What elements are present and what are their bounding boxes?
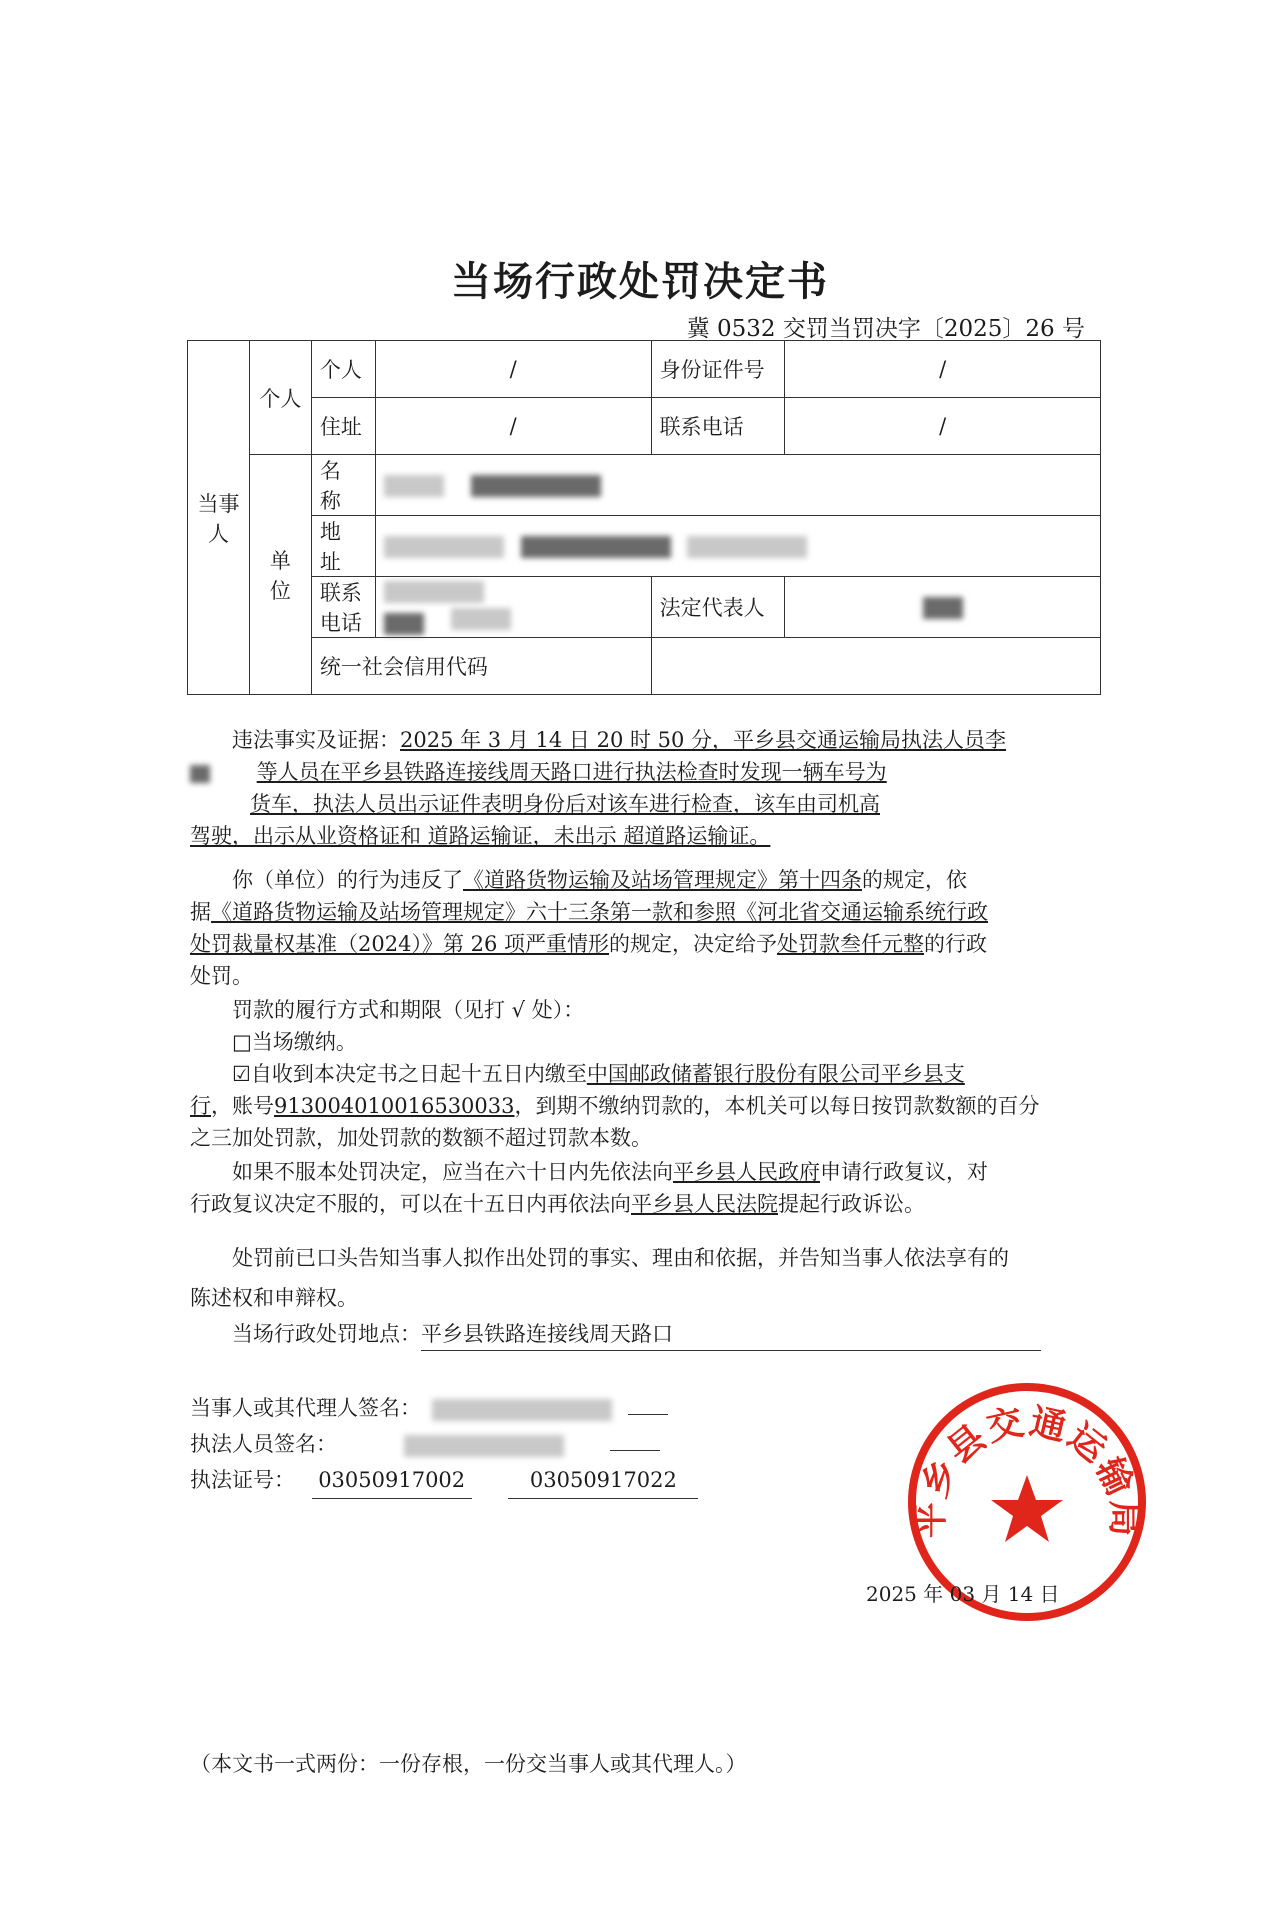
unit-phone-redacted [375, 577, 651, 638]
payment-option-bank: ☑自收到本决定书之日起十五日内缴至中国邮政储蓄银行股份有限公司平乡县支 [232, 1062, 965, 1086]
phone-label: 联系电话 [651, 398, 785, 455]
footer-note: （本文书一式两份：一份存根，一份交当事人或其代理人。） [190, 1752, 747, 1776]
individual-name-value: / [375, 341, 651, 398]
facts-line-1: 违法事实及证据：2025 年 3 月 14 日 20 时 50 分，平乡县交通运输局执法人员李 [232, 728, 1007, 752]
party-label: 当事人 [188, 341, 250, 695]
credit-code-label: 统一社会信用代码 [311, 638, 651, 695]
individual-name-label: 个人 [311, 341, 375, 398]
decision-line-1: 你（单位）的行为违反了《道路货物运输及站场管理规定》第十四条的规定，依 [232, 868, 967, 892]
location-value: 平乡县铁路连接线周天路口 [421, 1318, 1041, 1351]
decision-line-4: 处罚。 [190, 964, 253, 988]
document-title: 当场行政处罚决定书 [451, 259, 829, 305]
cert-number-2: 03050917022 [508, 1462, 698, 1499]
id-number-label: 身份证件号 [651, 341, 785, 398]
decision-paragraph [190, 864, 1070, 992]
notice-line-2: 陈述权和申辩权。 [190, 1286, 358, 1310]
star-icon [991, 1475, 1063, 1542]
appeal-section [190, 1156, 1070, 1220]
unit-address-label: 地 址 [311, 516, 375, 577]
notice-section [190, 1238, 1070, 1318]
unit-name-label: 名 称 [311, 455, 375, 516]
address-value: / [375, 398, 651, 455]
unit-address-redacted [375, 516, 1100, 577]
cert-number-row: 执法证号： 03050917002 03050917022 [190, 1462, 1070, 1499]
facts-paragraph [190, 724, 1070, 852]
legal-rep-redacted [785, 577, 1101, 638]
facts-line-3: 货车，执法人员出示证件表明身份后对该车进行检查，该车由司机高 [250, 792, 880, 816]
payment-section [190, 994, 1070, 1154]
location-label: 当场行政处罚地点： [232, 1322, 421, 1346]
bank-account-number: 913004010016530033 [274, 1094, 515, 1118]
issue-date: 2025 年 03 月 14 日 [866, 1582, 1060, 1606]
appeal-line-1: 如果不服本处罚决定，应当在六十日内先依法向平乡县人民政府申请行政复议，对 [232, 1160, 988, 1184]
decision-line-2: 据《道路货物运输及站场管理规定》六十三条第一款和参照《河北省交通运输系统行政 [190, 900, 988, 924]
facts-line-2: 等人员在平乡县铁路连接线周天路口进行执法检查时发现一辆车号为 [190, 756, 1070, 788]
officer-signature-row: 执法人员签名： [190, 1426, 1070, 1462]
credit-code-redacted [651, 638, 1100, 695]
payment-penalty-line: 之三加处罚款，加处罚款的数额不超过罚款本数。 [190, 1126, 652, 1150]
payment-option-onsite: □当场缴纳。 [232, 1030, 357, 1054]
notice-line-1: 处罚前已口头告知当事人拟作出处罚的事实、理由和依据，并告知当事人依法享有的 [232, 1246, 1009, 1270]
payment-heading: 罚款的履行方式和期限（见打 √ 处）： [232, 998, 585, 1022]
id-number-value: / [785, 341, 1101, 398]
document-number: 冀 0532 交罚当罚决字〔2025〕26 号 [686, 316, 1085, 342]
appeal-line-2: 行政复议决定不服的，可以在十五日内再依法向平乡县人民法院提起行政诉讼。 [190, 1192, 925, 1216]
party-signature-row: 当事人或其代理人签名： [190, 1390, 1070, 1426]
seal-text: 平乡县交通运输局 [910, 1401, 1145, 1539]
unit-group-label: 单 位 [249, 455, 311, 695]
party-info-table [187, 340, 1101, 695]
individual-group-label: 个人 [249, 341, 311, 455]
facts-line-4: 驾驶，出示从业资格证和 道路运输证，未出示 超道路运输证。 [190, 824, 771, 848]
unit-name-redacted [375, 455, 1100, 516]
legal-rep-label: 法定代表人 [651, 577, 785, 638]
payment-account-line: 行，账号913004010016530033，到期不缴纳罚款的，本机关可以每日按罚款数额的百分 [190, 1094, 1040, 1118]
phone-value: / [785, 398, 1101, 455]
decision-line-3: 处罚裁量权基准（2024）》第 26 项严重情形的规定，决定给予处罚款叁仟元整的行政 [190, 932, 988, 956]
location-line [190, 1318, 1070, 1351]
unit-phone-label: 联系电话 [311, 577, 375, 638]
cert-number-1: 03050917002 [312, 1462, 472, 1499]
address-label: 住址 [311, 398, 375, 455]
